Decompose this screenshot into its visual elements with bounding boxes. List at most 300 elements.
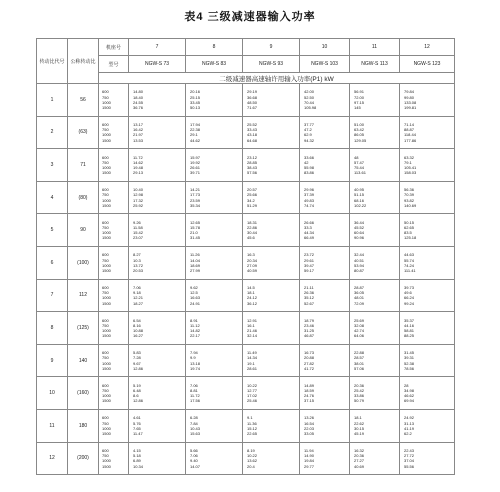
rpm-list <box>99 116 129 149</box>
power-value: 66.24 <box>404 295 415 301</box>
power-value: 22.65 <box>247 430 258 436</box>
power-value: 56.36 <box>404 187 415 193</box>
power-value: 37.39 <box>304 192 315 198</box>
row-code: 12 <box>37 442 68 475</box>
rpm-value: 750 <box>102 355 109 361</box>
machine-number: 8 <box>186 39 243 56</box>
power-value: 13.17 <box>133 121 144 127</box>
power-value: 74.24 <box>404 262 415 268</box>
model-name: NGW-S 83 <box>186 56 243 73</box>
power-value: 19.1 <box>247 360 255 366</box>
power-value: 29.77 <box>304 463 315 469</box>
power-values <box>186 377 243 410</box>
row-ratio: (63) <box>68 116 99 149</box>
power-values <box>243 84 300 117</box>
power-value: 52.67 <box>304 300 315 306</box>
power-value: 20.57 <box>247 187 258 193</box>
power-value: 26.36 <box>304 290 315 296</box>
power-value: 24.76 <box>304 393 315 399</box>
power-value: 40.95 <box>354 187 365 193</box>
row-ratio: (125) <box>68 312 99 345</box>
power-value: 15.42 <box>133 230 144 236</box>
power-value: 28 <box>404 382 409 388</box>
rpm-list <box>99 181 129 214</box>
power-value: 83.86 <box>304 170 315 176</box>
power-value: 10.34 <box>133 463 144 469</box>
power-values <box>243 116 300 149</box>
rpm-value: 750 <box>102 257 109 263</box>
power-values <box>400 181 455 214</box>
power-values <box>243 149 300 182</box>
power-value: 31.45 <box>404 350 415 356</box>
power-value: 14.21 <box>190 187 201 193</box>
power-value: 49.83 <box>304 197 315 203</box>
power-value: 9.62 <box>190 284 198 290</box>
model-name: NGW-S 123 <box>400 56 455 73</box>
power-values <box>350 246 400 279</box>
power-value: 93.82 <box>404 197 415 203</box>
row-code: 2 <box>37 116 68 149</box>
power-value: 18.59 <box>304 387 315 393</box>
power-value: 36.44 <box>354 219 365 225</box>
power-values <box>350 84 400 117</box>
power-values <box>350 214 400 247</box>
power-value: 25.92 <box>133 202 144 208</box>
rpm-value: 1500 <box>102 398 111 404</box>
power-values <box>129 116 186 149</box>
power-value: 8.6 <box>133 393 139 399</box>
power-value: 7.06 <box>133 284 141 290</box>
power-value: 62.65 <box>404 224 415 230</box>
rpm-value: 750 <box>102 420 109 426</box>
power-value: 5.83 <box>133 350 141 356</box>
power-value: 14.62 <box>133 159 144 165</box>
model-name: NGW-S 93 <box>243 56 300 73</box>
power-value: 62.2 <box>404 430 412 436</box>
row-code: 10 <box>37 377 68 410</box>
power-values <box>186 246 243 279</box>
power-value: 14.34 <box>247 355 258 361</box>
rpm-value: 600 <box>102 121 109 127</box>
header-row-subtitle <box>37 73 455 84</box>
rpm-value: 600 <box>102 89 109 95</box>
row-code: 1 <box>37 84 68 117</box>
rpm-value: 1000 <box>102 99 111 105</box>
power-value: 45.52 <box>354 224 365 230</box>
power-value: 33.66 <box>304 154 315 160</box>
power-value: 33.3 <box>304 224 312 230</box>
power-values <box>243 181 300 214</box>
power-value: 33.45 <box>190 99 201 105</box>
power-value: 36.68 <box>247 94 258 100</box>
power-value: 52.38 <box>404 360 415 366</box>
power-value: 38.43 <box>247 164 258 170</box>
power-values <box>400 409 455 442</box>
power-values <box>300 312 350 345</box>
power-table <box>36 38 455 475</box>
power-value: 97.15 <box>354 99 365 105</box>
row-code: 6 <box>37 246 68 279</box>
power-values <box>243 377 300 410</box>
power-value: 99.24 <box>404 300 415 306</box>
power-value: 199.81 <box>404 105 417 110</box>
power-value: 4.61 <box>133 415 141 421</box>
header-row-model <box>37 56 455 73</box>
power-values <box>400 377 455 410</box>
power-values <box>186 344 243 377</box>
rpm-value: 750 <box>102 290 109 296</box>
power-value: 72.09 <box>354 300 365 306</box>
power-values <box>300 246 350 279</box>
power-values <box>186 279 243 312</box>
power-value: 25.69 <box>354 317 365 323</box>
power-value: 66.49 <box>304 235 315 241</box>
power-value: 26.61 <box>190 164 201 170</box>
power-values <box>400 149 455 182</box>
power-value: 60.64 <box>354 230 365 236</box>
power-values <box>300 116 350 149</box>
power-value: 57.47 <box>354 159 365 165</box>
power-value: 64.68 <box>247 137 258 143</box>
power-value: 20.36 <box>354 453 365 459</box>
power-value: 37.77 <box>304 121 315 127</box>
power-value: 21.11 <box>304 284 314 290</box>
power-value: 70.44 <box>304 99 315 105</box>
power-value: 36.12 <box>247 300 258 306</box>
col-header-ratio: 公称传动比 <box>68 39 99 84</box>
power-value: 19.48 <box>133 164 144 170</box>
power-value: 17.73 <box>190 192 201 198</box>
power-values <box>300 214 350 247</box>
power-values <box>129 149 186 182</box>
power-values <box>129 409 186 442</box>
power-value: 19.84 <box>304 458 315 464</box>
power-value: 10.43 <box>190 425 201 431</box>
power-value: 10.40 <box>133 187 144 193</box>
power-values <box>129 377 186 410</box>
power-value: 28.61 <box>247 365 258 371</box>
power-value: 26.66 <box>304 219 315 225</box>
rpm-list <box>99 409 129 442</box>
rpm-list <box>99 377 129 410</box>
rpm-value: 600 <box>102 447 109 453</box>
power-value: 47.2 <box>304 127 312 133</box>
power-value: 16.73 <box>304 350 315 356</box>
power-value: 133.08 <box>404 99 417 105</box>
power-value: 55.74 <box>404 257 415 263</box>
power-value: 43.18 <box>247 132 258 138</box>
rpm-value: 600 <box>102 350 109 356</box>
power-value: 17.02 <box>247 393 258 399</box>
power-value: 177.86 <box>404 137 417 143</box>
power-value: 45.19 <box>354 430 365 436</box>
power-value: 8.16 <box>133 322 141 328</box>
power-value: 24.55 <box>133 99 144 105</box>
power-value: 16.32 <box>354 447 365 453</box>
rpm-value: 750 <box>102 94 109 100</box>
power-value: 57.06 <box>354 365 365 371</box>
power-value: 70.39 <box>404 192 415 198</box>
rpm-list <box>99 442 129 475</box>
power-value: 12.86 <box>133 398 144 404</box>
power-value: 25.46 <box>247 398 258 404</box>
power-value: 145 <box>354 105 361 110</box>
power-value: 28.85 <box>247 159 258 165</box>
power-value: 79.84 <box>404 89 415 95</box>
power-values <box>129 214 186 247</box>
power-value: 39.31 <box>404 355 415 361</box>
power-values <box>186 116 243 149</box>
power-value: 83.5 <box>404 230 412 236</box>
power-value: 13.62 <box>247 458 258 464</box>
power-values <box>300 377 350 410</box>
power-value: 23.59 <box>190 197 201 203</box>
power-values <box>350 344 400 377</box>
power-value: 8.91 <box>190 317 198 323</box>
power-value: 20.16 <box>190 89 201 95</box>
rpm-value: 750 <box>102 322 109 328</box>
power-value: 12.21 <box>133 295 144 301</box>
power-value: 63.42 <box>354 127 365 133</box>
power-value: 30.15 <box>354 425 365 431</box>
power-value: 80.87 <box>354 267 365 273</box>
power-value: 18.79 <box>304 317 315 323</box>
power-value: 40.51 <box>354 257 365 263</box>
table-row <box>37 181 455 214</box>
power-value: 44.63 <box>404 252 415 258</box>
power-value: 55.56 <box>404 463 415 469</box>
rpm-value: 750 <box>102 387 109 393</box>
power-value: 8.19 <box>247 447 255 453</box>
row-code: 3 <box>37 149 68 182</box>
power-value: 15.63 <box>190 430 201 436</box>
power-values <box>350 409 400 442</box>
power-value: 20.88 <box>304 355 315 361</box>
power-value: 71.14 <box>404 121 415 127</box>
power-values <box>243 442 300 475</box>
power-value: 16.1 <box>247 322 255 328</box>
row-ratio: (100) <box>68 246 99 279</box>
col-header-seq: 传动比代号 <box>37 39 68 84</box>
power-value: 37.04 <box>404 458 415 464</box>
power-value: 6.28 <box>190 415 198 421</box>
power-values <box>350 279 400 312</box>
power-value: 53.94 <box>354 262 365 268</box>
power-values <box>350 116 400 149</box>
table-row <box>37 214 455 247</box>
power-value: 25.15 <box>190 94 201 100</box>
rpm-list <box>99 84 129 117</box>
power-values <box>300 344 350 377</box>
power-value: 33.05 <box>304 430 315 436</box>
power-value: 35.12 <box>304 295 315 301</box>
power-value: 18.31 <box>247 219 258 225</box>
power-value: 5.66 <box>190 447 198 453</box>
power-value: 20.53 <box>133 267 144 273</box>
power-value: 39.71 <box>190 170 201 176</box>
power-value: 48.01 <box>354 295 365 301</box>
power-value: 72.00 <box>354 94 365 100</box>
power-value: 9.18 <box>133 290 141 296</box>
power-value: 25.52 <box>247 121 258 127</box>
machine-number: 7 <box>129 39 186 56</box>
power-value: 5.18 <box>133 453 141 459</box>
table-row <box>37 116 455 149</box>
rpm-value: 600 <box>102 187 109 193</box>
power-values <box>186 84 243 117</box>
rpm-value: 1000 <box>102 327 111 333</box>
page-title: 表4 三级减速器输入功率 <box>184 11 316 23</box>
power-value: 39.47 <box>304 262 315 268</box>
rpm-value: 1500 <box>102 300 111 306</box>
power-value: 11.12 <box>190 322 200 328</box>
power-value: 21.46 <box>247 327 258 333</box>
power-value: 10.3 <box>133 257 141 263</box>
power-value: 35.34 <box>190 202 201 208</box>
machine-number: 11 <box>350 39 400 56</box>
power-value: 58.81 <box>404 327 415 333</box>
power-value: 15.12 <box>247 425 258 431</box>
power-value: 10.22 <box>247 453 258 459</box>
table-row <box>37 246 455 279</box>
power-value: 4.15 <box>133 447 141 453</box>
power-value: 15.97 <box>190 154 201 160</box>
rpm-value: 1000 <box>102 164 111 170</box>
power-value: 22.62 <box>354 420 365 426</box>
power-value: 29.1 <box>190 132 198 138</box>
power-value: 20.36 <box>354 382 365 388</box>
table-subtitle: 二级减速器高速轴许用输入功率(P1) kW <box>99 73 455 84</box>
power-values <box>400 344 455 377</box>
power-values <box>186 442 243 475</box>
power-value: 11.26 <box>190 252 200 258</box>
rpm-value: 750 <box>102 127 109 133</box>
power-value: 7.06 <box>190 382 198 388</box>
row-ratio: 56 <box>68 84 99 117</box>
power-value: 33.86 <box>354 393 365 399</box>
machine-number: 9 <box>243 39 300 56</box>
table-row <box>37 279 455 312</box>
power-value: 13.26 <box>304 415 315 421</box>
power-value: 6.89 <box>133 458 141 464</box>
power-value: 38.01 <box>354 360 365 366</box>
rpm-list <box>99 279 129 312</box>
power-value: 11.49 <box>247 350 257 356</box>
power-value: 7.84 <box>190 420 198 426</box>
power-value: 23.72 <box>304 252 315 258</box>
power-value: 23.12 <box>247 154 258 160</box>
rpm-value: 750 <box>102 192 109 198</box>
row-code: 7 <box>37 279 68 312</box>
rpm-value: 1000 <box>102 458 111 464</box>
rpm-list <box>99 214 129 247</box>
rpm-value: 1500 <box>102 333 111 339</box>
power-value: 129.05 <box>354 137 367 143</box>
power-value: 69.94 <box>404 398 415 404</box>
power-values <box>350 312 400 345</box>
power-values <box>300 279 350 312</box>
power-values <box>400 214 455 247</box>
power-value: 27.99 <box>190 267 201 273</box>
power-value: 50.13 <box>190 105 201 110</box>
power-value: 44.34 <box>304 230 315 236</box>
power-value: 12.77 <box>247 387 258 393</box>
power-value: 27.72 <box>404 453 415 459</box>
power-value: 63.32 <box>404 154 415 160</box>
power-value: 42.00 <box>304 89 315 95</box>
rpm-value: 750 <box>102 224 109 230</box>
power-values <box>243 214 300 247</box>
rpm-value: 600 <box>102 154 109 160</box>
power-value: 5.76 <box>133 420 141 426</box>
rpm-value: 1500 <box>102 463 111 469</box>
power-value: 9.67 <box>133 360 141 366</box>
power-values <box>129 279 186 312</box>
power-value: 11.58 <box>133 224 143 230</box>
power-value: 30.44 <box>247 230 258 236</box>
power-value: 14.07 <box>190 463 201 469</box>
power-value: 23.07 <box>133 235 144 241</box>
model-name: NGW-S 103 <box>300 56 350 73</box>
power-value: 24.92 <box>404 415 415 421</box>
power-value: 12.86 <box>133 365 144 371</box>
power-value: 31.45 <box>190 235 201 241</box>
power-value: 6.48 <box>133 387 141 393</box>
power-value: 14.5 <box>247 284 255 290</box>
power-value: 17.56 <box>190 398 201 404</box>
power-value: 86.05 <box>354 132 365 138</box>
power-value: 57.56 <box>247 170 258 176</box>
power-value: 49.6 <box>404 290 412 296</box>
rpm-value: 600 <box>102 219 109 225</box>
row-code: 5 <box>37 214 68 247</box>
power-value: 59.17 <box>304 267 315 273</box>
model-name: NGW-S 113 <box>350 56 400 73</box>
table-row <box>37 149 455 182</box>
row-ratio: 180 <box>68 409 99 442</box>
power-value: 20.34 <box>247 257 258 263</box>
power-value: 46.87 <box>304 333 315 339</box>
power-value: 51.29 <box>247 202 258 208</box>
power-value: 48.50 <box>247 99 258 105</box>
power-value: 32.14 <box>247 333 258 339</box>
power-value: 48 <box>354 154 359 160</box>
rpm-value: 1000 <box>102 230 111 236</box>
power-values <box>186 149 243 182</box>
rpm-list <box>99 312 129 345</box>
power-values <box>129 442 186 475</box>
power-values <box>243 344 300 377</box>
power-values <box>129 344 186 377</box>
power-value: 62.9 <box>304 132 312 138</box>
power-value: 31.25 <box>304 327 315 333</box>
power-value: 22.17 <box>190 333 201 339</box>
row-ratio: (200) <box>68 442 99 475</box>
table-row <box>37 409 455 442</box>
power-value: 25.42 <box>354 387 365 393</box>
power-values <box>186 181 243 214</box>
row-ratio: 71 <box>68 149 99 182</box>
power-value: 18.1 <box>354 415 362 421</box>
power-value: 6.54 <box>133 317 141 323</box>
power-value: 111.41 <box>404 267 416 273</box>
power-value: 22.38 <box>190 127 201 133</box>
power-value: 42 <box>304 159 309 165</box>
power-value: 21.97 <box>133 132 144 138</box>
power-value: 33.43 <box>247 127 258 133</box>
power-values <box>129 181 186 214</box>
power-value: 99.80 <box>404 94 415 100</box>
